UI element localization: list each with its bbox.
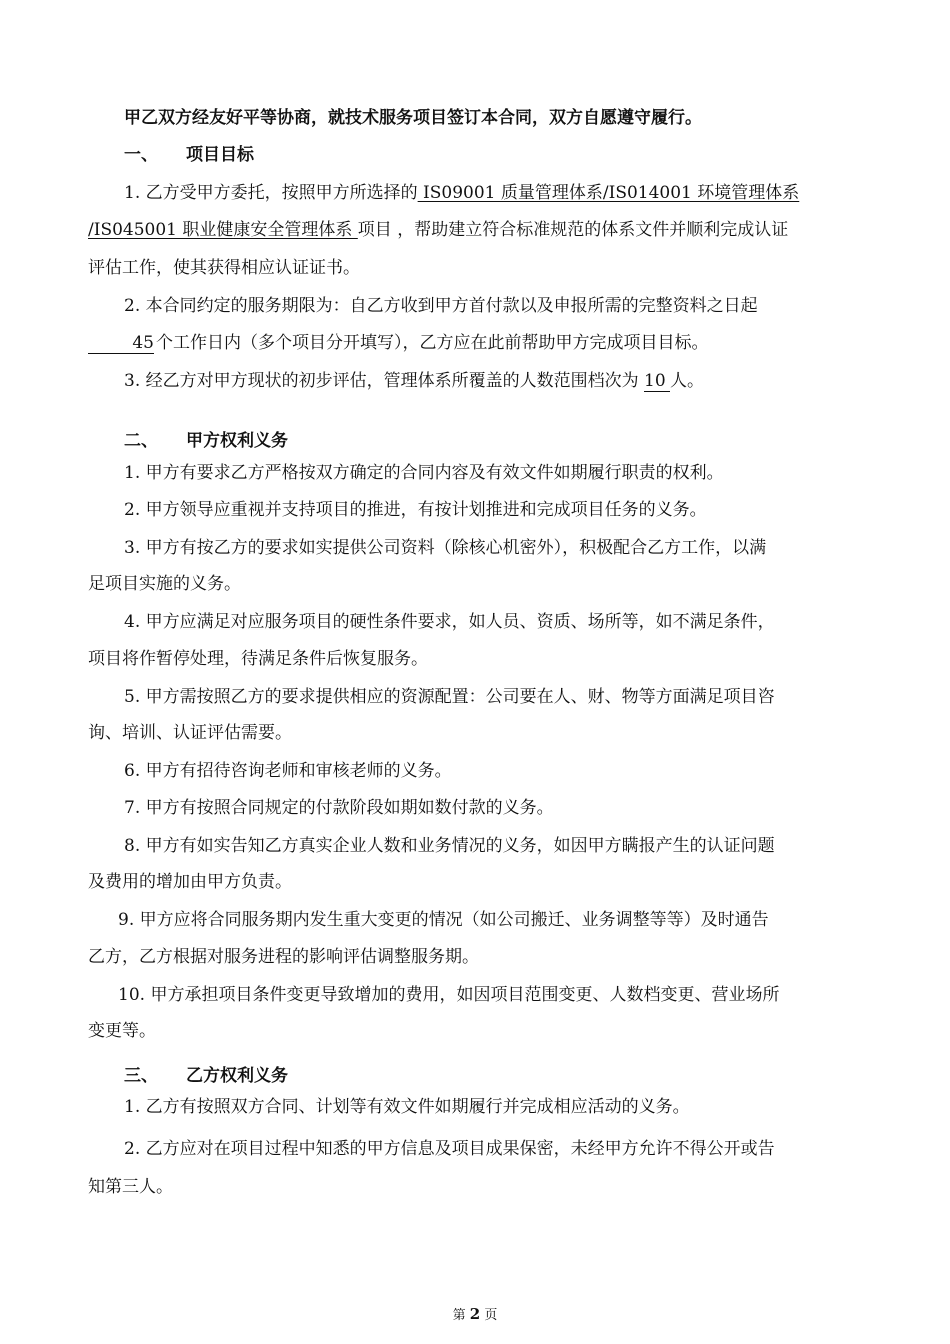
s2-item9-line2: 乙方，乙方根据对服务进程的影响评估调整服务期。	[88, 947, 479, 967]
page-number: 2	[469, 1305, 481, 1323]
s2-item4-line2: 项目将作暂停处理，待满足条件后恢复服务。	[88, 649, 428, 669]
s2-item8-line2: 及费用的增加由甲方负责。	[88, 872, 292, 892]
s3-item2-line2: 知第三人。	[88, 1177, 173, 1197]
s2-item3-line2: 足项目实施的义务。	[88, 574, 241, 594]
text: 个工作日内（多个项目分开填写），乙方应在此前帮助甲方完成项目目标。	[156, 333, 709, 353]
section-title: 乙方权利义务	[186, 1066, 288, 1086]
s1-item3	[88, 369, 862, 393]
s2-item10-line2: 变更等。	[88, 1021, 156, 1041]
s2-item4-line1: 4. 甲方应满足对应服务项目的硬性条件要求，如人员、资质、场所等，如不满足条件，	[124, 612, 775, 632]
footer-suffix: 页	[484, 1308, 498, 1323]
headcount-field: 10	[644, 371, 670, 392]
s2-item1: 1. 甲方有要求乙方严格按双方确定的合同内容及有效文件如期履行职责的权利。	[124, 463, 724, 483]
s2-item2: 2. 甲方领导应重视并支持项目的推进，有按计划推进和完成项目任务的义务。	[124, 500, 707, 520]
standards-field: /IS045001 职业健康安全管理体系	[88, 220, 358, 240]
intro-paragraph: 甲乙双方经友好平等协商，就技术服务项目签订本合同，双方自愿遵守履行。	[124, 108, 702, 128]
s2-item10-line1: 10. 甲方承担项目条件变更导致增加的费用，如因项目范围变更、人数档变更、营业场所	[118, 985, 780, 1005]
s2-item7: 7. 甲方有按照合同规定的付款阶段如期如数付款的义务。	[124, 798, 554, 818]
page-footer	[0, 1304, 950, 1323]
s2-item3-line1: 3. 甲方有按乙方的要求如实提供公司资料（除核心机密外），积极配合乙方工作，以满	[124, 538, 767, 558]
text: 人。	[670, 371, 705, 391]
section-heading-1	[88, 143, 862, 167]
s1-item1-line3: 评估工作，使其获得相应认证证书。	[88, 258, 360, 278]
standards-field: IS09001 质量管理体系/IS014001 环境管理体系	[417, 183, 800, 203]
text: 3. 经乙方对甲方现状的初步评估，管理体系所覆盖的人数范围档次为	[124, 371, 639, 391]
section-number: 二、	[124, 431, 158, 451]
s2-item5-line1: 5. 甲方需按照乙方的要求提供相应的资源配置：公司要在人、财、物等方面满足项目咨	[124, 687, 775, 707]
s2-item5-line2: 询、培训、认证评估需要。	[88, 723, 292, 743]
s1-item2-line1: 2. 本合同约定的服务期限为：自乙方收到甲方首付款以及申报所需的完整资料之日起	[124, 296, 758, 316]
text: 1. 乙方受甲方委托，按照甲方所选择的	[124, 183, 418, 203]
s3-item2-line1: 2. 乙方应对在项目过程中知悉的甲方信息及项目成果保密，未经甲方允许不得公开或告	[124, 1139, 775, 1159]
s1-item1-line1	[88, 181, 862, 205]
section-number: 一、	[124, 145, 158, 165]
s2-item9-line1: 9. 甲方应将合同服务期内发生重大变更的情况（如公司搬迁、业务调整等等）及时通告	[118, 910, 769, 930]
s3-item1: 1. 乙方有按照双方合同、计划等有效文件如期履行并完成相应活动的义务。	[124, 1097, 690, 1117]
footer-prefix: 第	[452, 1308, 466, 1323]
section-title: 项目目标	[186, 145, 254, 165]
section-heading-2	[88, 429, 862, 453]
text: 项目 ，帮助建立符合标准规范的体系文件并顺利完成认证	[357, 220, 789, 240]
section-number: 三、	[124, 1066, 158, 1086]
days-field: 45	[88, 333, 154, 354]
s1-item1-line2	[88, 218, 862, 242]
section-title: 甲方权利义务	[186, 431, 288, 451]
section-heading-3	[88, 1064, 862, 1088]
s2-item6: 6. 甲方有招待咨询老师和审核老师的义务。	[124, 761, 452, 781]
s1-item2-line2	[88, 331, 862, 355]
s2-item8-line1: 8. 甲方有如实告知乙方真实企业人数和业务情况的义务，如因甲方瞒报产生的认证问题	[124, 836, 775, 856]
